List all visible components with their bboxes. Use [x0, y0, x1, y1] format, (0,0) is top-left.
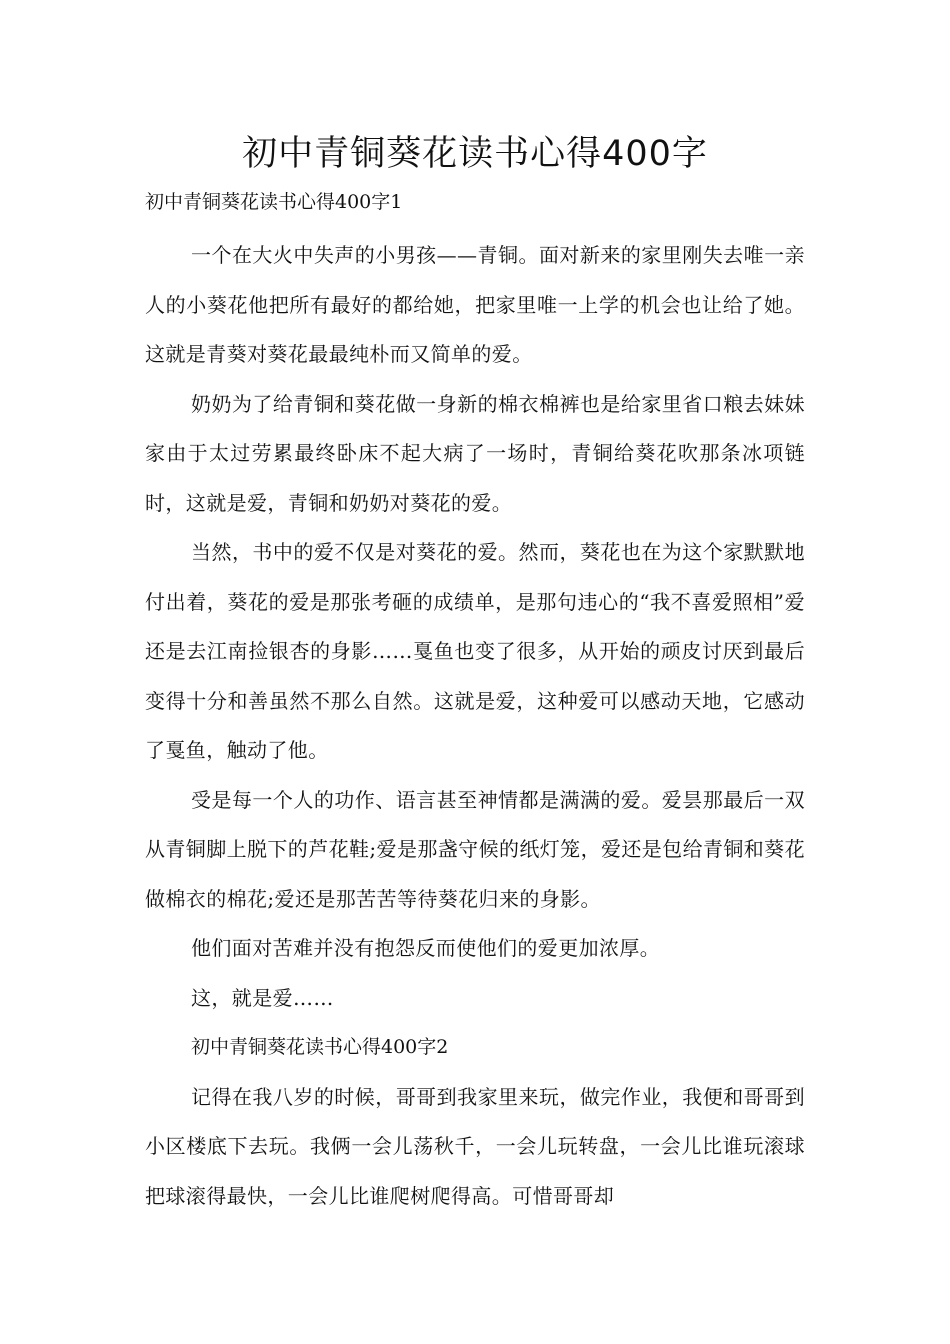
section-2-heading: 初中青铜葵花读书心得400字2: [191, 1036, 449, 1058]
document-title: 初中青铜葵花读书心得400字: [242, 134, 708, 174]
paragraph-6: 这，就是爱……: [191, 985, 334, 1010]
paragraph-3: 当然，书中的爱不仅是对葵花的爱。然而，葵花也在为这个家默默地付出着，葵花的爱是那张考砸的成绩单，是那句违心的“我不喜爱照相”爱还是去江南捡银杏的身影……戛鱼也变了很多，从开始的顽皮讨厌到最后变得十分和善虽然不那么自然。这就是爱，这种爱可以感动天地，它感动了戛鱼，触动了他。: [145, 540, 805, 762]
paragraph-4: 受是每一个人的功作、语言甚至神情都是满满的爱。爱昙那最后一双从青铜脚上脱下的芦花鞋;爱是那盏守候的纸灯笼，爱还是包给青铜和葵花做棉衣的棉花;爱还是那苦苦等待葵花归来的身影。: [145, 787, 805, 911]
paragraph-1: 一个在大火中失声的小男孩——青铜。面对新来的家里刚失去唯一亲人的小葵花他把所有最好的都给她，把家里唯一上学的机会也让给了她。这就是青葵对葵花最最纯朴而又简单的爱。: [145, 243, 805, 366]
section-1-heading: 初中青铜葵花读书心得400字1: [145, 191, 403, 213]
section-2-paragraph-1: 记得在我八岁的时候，哥哥到我家里来玩，做完作业，我便和哥哥到小区楼底下去玩。我俩一会儿荡秋千，一会儿玩转盘，一会儿比谁玩滚球把球滚得最快，一会儿比谁爬树爬得高。可惜哥哥却: [145, 1084, 805, 1208]
document-page: [145, 0, 805, 1221]
paragraph-5: 他们面对苦难并没有抱怨反而使他们的爱更加浓厚。: [191, 936, 661, 960]
paragraph-2: 奶奶为了给青铜和葵花做一身新的棉衣棉裤也是给家里省口粮去妹妹家由于太过劳累最终卧床不起大病了一场时，青铜给葵花吹那条冰项链时，这就是爱，青铜和奶奶对葵花的爱。: [145, 391, 805, 515]
